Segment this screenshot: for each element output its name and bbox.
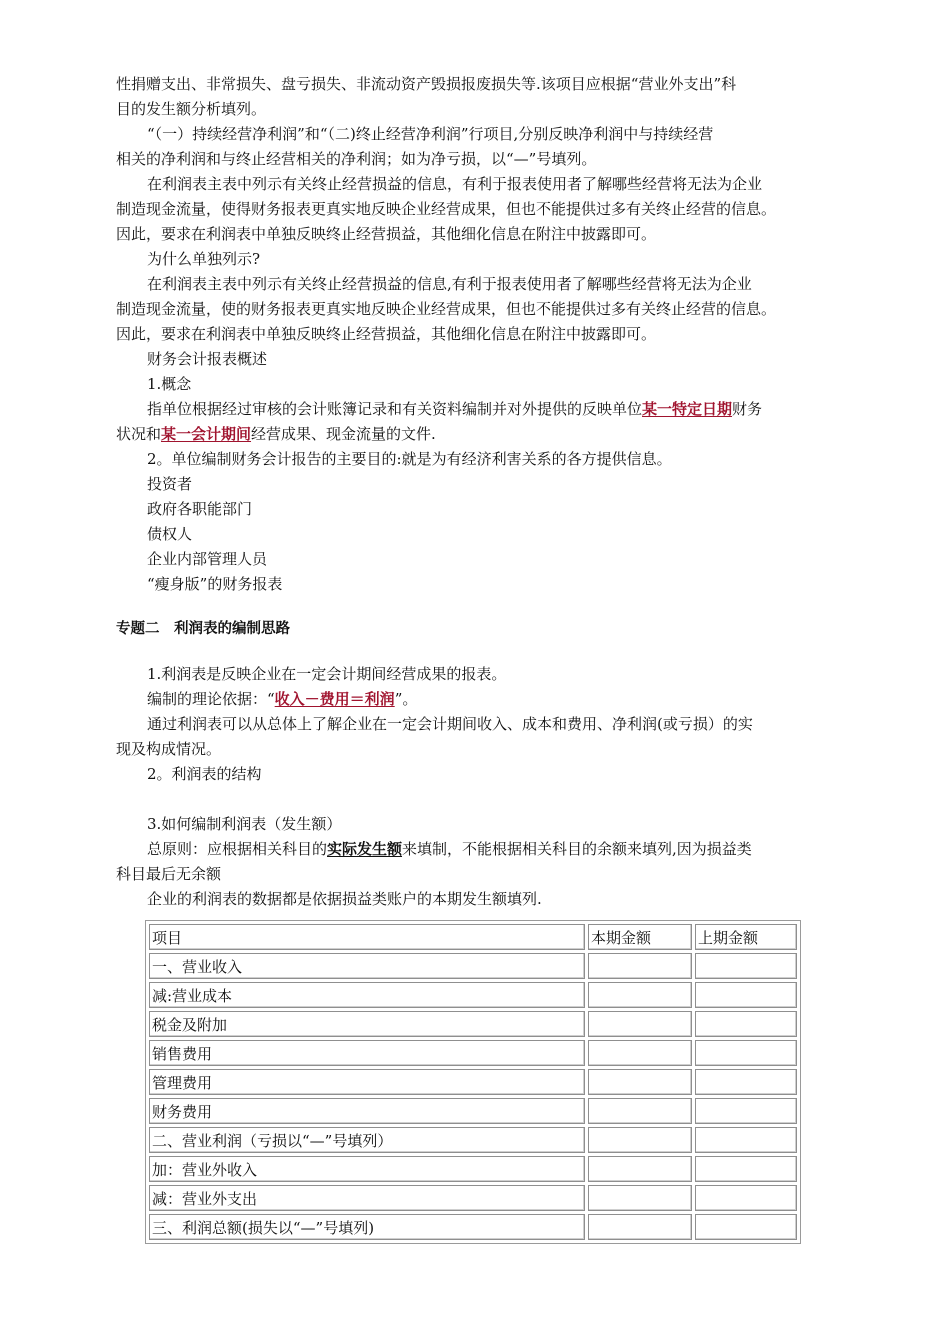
list-item: “瘦身版”的财务报表 <box>147 575 283 593</box>
row-label: 三、利润总额(损失以“—”号填列) <box>149 1214 585 1240</box>
document-body <box>116 72 856 912</box>
text-span: 指单位根据经过审核的会计账簿记录和有关资料编制并对外提供的反映单位 <box>147 400 643 418</box>
row-label: 财务费用 <box>149 1098 585 1124</box>
list-item: 投资者 <box>147 475 193 493</box>
paragraph-line: 科目最后无余额 <box>116 865 222 883</box>
row-label: 加：营业外收入 <box>149 1156 585 1182</box>
paragraph-line: 3.如何编制利润表（发生额） <box>147 815 342 833</box>
section-heading: 专题二 利润表的编制思路 <box>116 621 290 637</box>
row-label: 减：营业外支出 <box>149 1185 585 1211</box>
prior-cell <box>695 1127 797 1153</box>
question-line: 为什么单独列示? <box>147 250 261 268</box>
prior-cell <box>695 1040 797 1066</box>
table-row <box>149 1127 797 1153</box>
concept-label: 1.概念 <box>147 375 192 393</box>
text-span: ”。 <box>394 690 418 708</box>
paragraph-line: 通过利润表可以从总体上了解企业在一定会计期间收入、成本和费用、净利润(或亏损）的实 <box>147 715 753 733</box>
paragraph-line: 现及构成情况。 <box>116 740 222 758</box>
row-label: 一、营业收入 <box>149 953 585 979</box>
spacer <box>116 787 856 812</box>
paragraph-line: 2。利润表的结构 <box>147 765 262 783</box>
current-cell <box>588 1069 692 1095</box>
paragraph-line: 在利润表主表中列示有关终止经营损益的信息,有利于报表使用者了解哪些经营将无法为企业 <box>147 275 752 293</box>
paragraph-line: 制造现金流量，使得财务报表更真实地反映企业经营成果，但也不能提供过多有关终止经营的信息。 <box>116 200 777 218</box>
row-label: 税金及附加 <box>149 1011 585 1037</box>
header-item: 项目 <box>149 924 585 950</box>
paragraph-line: 因此，要求在利润表中单独反映终止经营损益，其他细化信息在附注中披露即可。 <box>116 225 657 243</box>
current-cell <box>588 1185 692 1211</box>
current-cell <box>588 982 692 1008</box>
text-span: 经营成果、现金流量的文件. <box>251 425 436 443</box>
prior-cell <box>695 1069 797 1095</box>
current-cell <box>588 1011 692 1037</box>
paragraph-line: 制造现金流量，使的财务报表更真实地反映企业经营成果，但也不能提供过多有关终止经营的信息。 <box>116 300 777 318</box>
paragraph-line: 在利润表主表中列示有关终止经营损益的信息，有利于报表使用者了解哪些经营将无法为企业 <box>147 175 763 193</box>
row-label: 销售费用 <box>149 1040 585 1066</box>
table-row <box>149 1214 797 1240</box>
prior-cell <box>695 1156 797 1182</box>
table-header-row <box>149 924 797 950</box>
definition-line <box>116 397 856 422</box>
header-prior-amount: 上期金额 <box>695 924 797 950</box>
table-row <box>149 1040 797 1066</box>
text-span: 总原则：应根据相关科目的 <box>147 840 328 858</box>
highlight-specific-date: 某一特定日期 <box>642 400 733 418</box>
text-span: 来填制，不能根据相关科目的余额来填列,因为损益类 <box>402 840 752 858</box>
table-row <box>149 1185 797 1211</box>
current-cell <box>588 1156 692 1182</box>
paragraph-line: 因此，要求在利润表中单独反映终止经营损益，其他细化信息在附注中披露即可。 <box>116 325 657 343</box>
prior-cell <box>695 1185 797 1211</box>
paragraph-line: 性捐赠支出、非常损失、盘亏损失、非流动资产毁损报废损失等.该项目应根据“营业外支出”科 <box>116 75 737 93</box>
current-cell <box>588 1040 692 1066</box>
paragraph-line: 1.利润表是反映企业在一定会计期间经营成果的报表。 <box>147 665 507 683</box>
table-row <box>149 1011 797 1037</box>
row-label: 二、营业利润（亏损以“—”号填列） <box>149 1127 585 1153</box>
row-label: 管理费用 <box>149 1069 585 1095</box>
list-item: 企业内部管理人员 <box>147 550 268 568</box>
definition-line <box>116 422 856 447</box>
table-row <box>149 1098 797 1124</box>
table-row <box>149 1156 797 1182</box>
income-statement-table <box>145 920 801 1244</box>
table-row <box>149 1069 797 1095</box>
row-label: 减:营业成本 <box>149 982 585 1008</box>
table-row <box>149 982 797 1008</box>
formula-line <box>116 687 856 712</box>
header-current-amount: 本期金额 <box>588 924 692 950</box>
prior-cell <box>695 982 797 1008</box>
current-cell <box>588 953 692 979</box>
text-span: 状况和 <box>116 425 162 443</box>
paragraph-line: 相关的净利润和与终止经营相关的净利润；如为净亏损，以“—”号填列。 <box>116 150 597 168</box>
prior-cell <box>695 1098 797 1124</box>
highlight-formula: 收入－费用＝利润 <box>274 690 395 708</box>
text-span: 财务 <box>732 400 763 418</box>
paragraph-line: 企业的利润表的数据都是依据损益类账户的本期发生额填列. <box>147 890 542 908</box>
prior-cell <box>695 1011 797 1037</box>
list-item: 债权人 <box>147 525 193 543</box>
prior-cell <box>695 953 797 979</box>
current-cell <box>588 1214 692 1240</box>
list-item: 政府各职能部门 <box>147 500 253 518</box>
principle-line <box>116 837 856 862</box>
text-span: 编制的理论依据：“ <box>147 690 275 708</box>
paragraph-line: “（一）持续经营净利润”和“（二)终止经营净利润”行项目,分别反映净利润中与持续经营 <box>147 125 714 143</box>
highlight-accounting-period: 某一会计期间 <box>161 425 252 443</box>
table-row <box>149 953 797 979</box>
subsection-title: 财务会计报表概述 <box>147 350 268 368</box>
current-cell <box>588 1098 692 1124</box>
paragraph-line: 目的发生额分析填列。 <box>116 100 267 118</box>
current-cell <box>588 1127 692 1153</box>
prior-cell <box>695 1214 797 1240</box>
highlight-actual-amount: 实际发生额 <box>327 840 403 858</box>
purpose-line: 2。单位编制财务会计报告的主要目的:就是为有经济利害关系的各方提供信息。 <box>147 450 672 468</box>
